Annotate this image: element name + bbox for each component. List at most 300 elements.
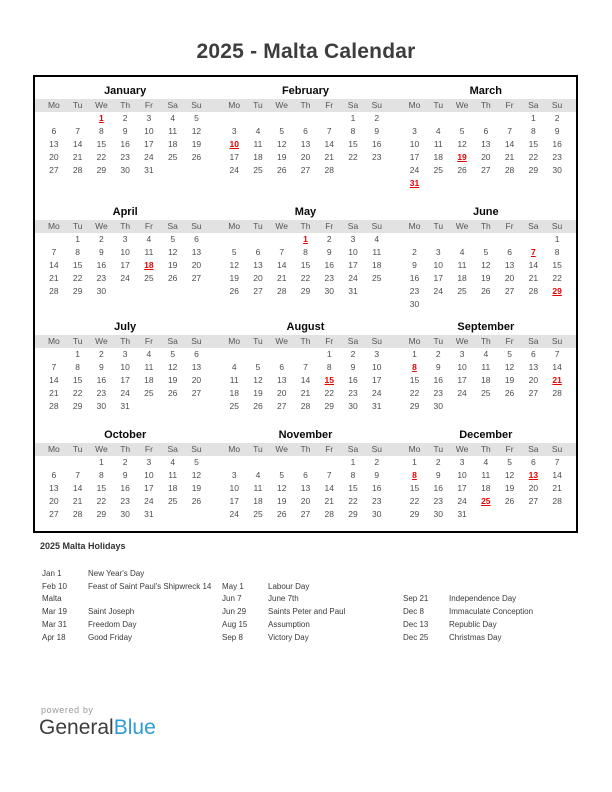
day-cell: 22 bbox=[409, 496, 420, 506]
day-cell: 17 bbox=[433, 273, 444, 283]
day-cell: 4 bbox=[170, 457, 176, 467]
day-cell: 25 bbox=[481, 388, 491, 398]
empty-day-cell bbox=[246, 456, 270, 469]
day-cell: 8 bbox=[530, 126, 536, 136]
empty-day-cell bbox=[66, 112, 90, 125]
day-cell: 19 bbox=[504, 483, 515, 493]
day-cell: 16 bbox=[324, 260, 334, 270]
day-cell: 11 bbox=[253, 139, 263, 149]
weekday-label: Fr bbox=[505, 336, 514, 346]
month-title: December bbox=[459, 429, 513, 441]
month-title: October bbox=[104, 429, 147, 441]
holiday-name: Christmas Day bbox=[449, 632, 502, 642]
day-cell: 16 bbox=[433, 375, 444, 385]
empty-day-cell bbox=[270, 233, 294, 246]
weekday-label: Mo bbox=[228, 221, 241, 231]
weekday-label: Fr bbox=[144, 444, 153, 454]
day-cell: 26 bbox=[253, 401, 263, 411]
weekday-label: Sa bbox=[528, 221, 539, 231]
day-cell: 28 bbox=[72, 165, 83, 175]
day-cell: 14 bbox=[49, 375, 59, 385]
day-cell: 11 bbox=[433, 139, 443, 149]
day-cell: 9 bbox=[99, 362, 104, 372]
day-cell: 30 bbox=[324, 286, 334, 296]
holiday-date: Dec 13 bbox=[403, 619, 429, 629]
day-cell: 14 bbox=[504, 139, 515, 149]
day-cell: 27 bbox=[504, 286, 515, 296]
day-cell: 17 bbox=[348, 260, 358, 270]
day-cell: 4 bbox=[146, 349, 152, 359]
day-cell: 19 bbox=[229, 273, 239, 283]
weekday-label: We bbox=[275, 100, 289, 110]
day-cell: 6 bbox=[483, 126, 489, 136]
day-cell: 29 bbox=[300, 286, 311, 296]
day-cell: 12 bbox=[253, 375, 263, 385]
holiday-date: Jun 7 bbox=[222, 594, 242, 604]
day-cell: 30 bbox=[120, 509, 130, 519]
page-title: 2025 - Malta Calendar bbox=[196, 40, 416, 63]
holiday-day-cell: 13 bbox=[528, 470, 539, 480]
day-cell: 2 bbox=[435, 457, 441, 467]
day-cell: 7 bbox=[554, 349, 560, 359]
day-cell: 9 bbox=[122, 126, 128, 136]
holiday-entry bbox=[42, 632, 222, 645]
day-cell: 21 bbox=[276, 273, 287, 283]
day-cell: 10 bbox=[144, 470, 154, 480]
day-cell: 26 bbox=[191, 152, 202, 162]
day-cell: 30 bbox=[120, 165, 130, 175]
day-cell: 21 bbox=[324, 496, 334, 506]
day-cell: 30 bbox=[433, 509, 444, 519]
day-cell: 28 bbox=[276, 286, 287, 296]
day-cell: 14 bbox=[276, 260, 287, 270]
weekday-header bbox=[215, 220, 395, 233]
weekday-label: Th bbox=[300, 336, 311, 346]
day-cell: 22 bbox=[348, 496, 358, 506]
day-cell: 3 bbox=[459, 457, 465, 467]
holiday-entry bbox=[42, 581, 222, 594]
day-cell: 11 bbox=[168, 470, 178, 480]
weekday-header bbox=[215, 335, 395, 348]
holiday-entry bbox=[42, 619, 222, 632]
day-cell: 15 bbox=[72, 375, 83, 385]
month-days-grid bbox=[222, 348, 388, 413]
day-cell: 7 bbox=[554, 457, 560, 467]
day-cell: 17 bbox=[144, 139, 154, 149]
day-cell: 23 bbox=[96, 273, 107, 283]
day-cell: 28 bbox=[72, 509, 83, 519]
empty-day-cell bbox=[270, 348, 294, 361]
weekday-label: Th bbox=[300, 221, 311, 231]
weekday-label: Tu bbox=[253, 221, 263, 231]
day-cell: 31 bbox=[457, 509, 467, 519]
weekday-label: Th bbox=[120, 444, 131, 454]
empty-day-cell bbox=[426, 112, 450, 125]
holiday-date: Jan 1 bbox=[42, 569, 62, 578]
month-title: September bbox=[457, 321, 515, 333]
weekday-header bbox=[396, 335, 576, 348]
empty-day-cell bbox=[222, 112, 246, 125]
month-title: June bbox=[472, 206, 499, 218]
day-cell: 30 bbox=[348, 401, 358, 411]
brand-general-text: General bbox=[39, 716, 114, 739]
day-cell: 6 bbox=[51, 470, 57, 480]
day-cell: 19 bbox=[276, 152, 287, 162]
weekday-label: Su bbox=[191, 221, 202, 231]
day-cell: 20 bbox=[300, 152, 311, 162]
day-cell: 21 bbox=[552, 483, 562, 493]
day-cell: 18 bbox=[253, 496, 263, 506]
day-cell: 9 bbox=[374, 126, 380, 136]
day-cell: 9 bbox=[99, 247, 104, 257]
weekday-label: We bbox=[455, 221, 469, 231]
day-cell: 5 bbox=[255, 362, 261, 372]
month-days-grid bbox=[42, 456, 208, 521]
day-cell: 6 bbox=[303, 470, 308, 480]
day-cell: 4 bbox=[435, 126, 441, 136]
weekday-label: Th bbox=[480, 100, 491, 110]
weekday-label: Tu bbox=[72, 221, 83, 231]
month-november bbox=[215, 427, 395, 521]
day-cell: 29 bbox=[528, 165, 539, 175]
day-cell: 5 bbox=[279, 126, 285, 136]
day-cell: 3 bbox=[122, 349, 128, 359]
day-cell: 7 bbox=[303, 362, 308, 372]
day-cell: 3 bbox=[459, 349, 465, 359]
day-cell: 21 bbox=[49, 388, 59, 398]
holiday-name: Feast of Saint Paul's Shipwreck 14 bbox=[88, 581, 212, 591]
day-cell: 22 bbox=[96, 152, 107, 162]
weekday-label: Tu bbox=[72, 100, 83, 110]
weekday-label: Th bbox=[120, 100, 131, 110]
weekday-label: Mo bbox=[228, 336, 241, 346]
day-cell: 14 bbox=[72, 139, 83, 149]
weekday-label: Th bbox=[480, 444, 491, 454]
day-cell: 5 bbox=[279, 470, 285, 480]
weekday-header bbox=[35, 335, 215, 348]
day-cell: 3 bbox=[146, 113, 152, 123]
day-cell: 17 bbox=[457, 375, 467, 385]
day-cell: 16 bbox=[120, 139, 130, 149]
day-cell: 12 bbox=[191, 470, 202, 480]
holiday-day-cell: 10 bbox=[229, 139, 239, 149]
empty-day-cell bbox=[222, 456, 246, 469]
day-cell: 7 bbox=[326, 126, 332, 136]
day-cell: 26 bbox=[504, 496, 515, 506]
day-cell: 14 bbox=[552, 470, 562, 480]
day-cell: 23 bbox=[120, 496, 130, 506]
weekday-label: Tu bbox=[433, 100, 444, 110]
day-cell: 9 bbox=[374, 470, 380, 480]
day-cell: 8 bbox=[350, 470, 356, 480]
day-cell: 1 bbox=[530, 113, 536, 123]
day-cell: 22 bbox=[552, 273, 562, 283]
day-cell: 13 bbox=[276, 375, 287, 385]
day-cell: 12 bbox=[276, 483, 287, 493]
month-title: May bbox=[294, 206, 317, 218]
day-cell: 23 bbox=[433, 496, 444, 506]
weekday-label: Tu bbox=[253, 444, 263, 454]
weekday-label: Tu bbox=[253, 100, 263, 110]
holiday-day-cell: 1 bbox=[99, 113, 104, 123]
day-cell: 26 bbox=[276, 509, 287, 519]
day-cell: 6 bbox=[530, 457, 536, 467]
day-cell: 7 bbox=[75, 126, 80, 136]
day-cell: 13 bbox=[49, 483, 59, 493]
day-cell: 13 bbox=[253, 260, 263, 270]
weekday-label: Th bbox=[480, 221, 491, 231]
weekday-label: Tu bbox=[433, 221, 444, 231]
day-cell: 12 bbox=[504, 470, 515, 480]
day-cell: 13 bbox=[49, 139, 59, 149]
day-cell: 17 bbox=[457, 483, 467, 493]
day-cell: 12 bbox=[276, 139, 287, 149]
day-cell: 31 bbox=[372, 401, 382, 411]
day-cell: 16 bbox=[552, 139, 562, 149]
day-cell: 3 bbox=[374, 349, 380, 359]
month-may bbox=[215, 204, 395, 311]
day-cell: 14 bbox=[324, 139, 334, 149]
weekday-label: Mo bbox=[408, 221, 421, 231]
holiday-name: Labour Day bbox=[268, 581, 310, 591]
day-cell: 2 bbox=[554, 113, 560, 123]
day-cell: 31 bbox=[120, 401, 130, 411]
day-cell: 9 bbox=[412, 260, 417, 270]
day-cell: 10 bbox=[372, 362, 382, 372]
holiday-name bbox=[88, 593, 222, 606]
day-cell: 24 bbox=[433, 286, 444, 296]
day-cell: 25 bbox=[253, 165, 263, 175]
day-cell: 5 bbox=[483, 247, 489, 257]
day-cell: 1 bbox=[350, 457, 356, 467]
day-cell: 18 bbox=[229, 388, 239, 398]
day-cell: 4 bbox=[459, 247, 465, 257]
day-cell: 24 bbox=[144, 496, 154, 506]
powered-by-text: powered by bbox=[41, 705, 94, 715]
weekday-label: Su bbox=[191, 100, 202, 110]
weekday-label: Fr bbox=[144, 221, 153, 231]
day-cell: 2 bbox=[350, 349, 356, 359]
holiday-entry bbox=[403, 632, 594, 645]
day-cell: 24 bbox=[144, 152, 154, 162]
month-april bbox=[35, 204, 215, 311]
day-cell: 30 bbox=[433, 401, 444, 411]
day-cell: 19 bbox=[253, 388, 263, 398]
day-cell: 9 bbox=[326, 247, 332, 257]
day-cell: 27 bbox=[300, 165, 311, 175]
day-cell: 29 bbox=[96, 165, 107, 175]
day-cell: 13 bbox=[481, 139, 491, 149]
day-cell: 22 bbox=[409, 388, 420, 398]
day-cell: 26 bbox=[167, 273, 178, 283]
day-cell: 13 bbox=[300, 483, 311, 493]
day-cell: 21 bbox=[49, 273, 59, 283]
holiday-date: Sep 8 bbox=[222, 632, 243, 642]
weekday-label: We bbox=[275, 444, 289, 454]
weekday-header bbox=[396, 220, 576, 233]
empty-day-cell bbox=[474, 233, 498, 246]
day-cell: 29 bbox=[72, 401, 83, 411]
empty-day-cell bbox=[317, 456, 341, 469]
day-cell: 19 bbox=[481, 273, 491, 283]
month-september bbox=[396, 319, 576, 413]
weekday-label: Fr bbox=[325, 336, 334, 346]
day-cell: 14 bbox=[300, 375, 311, 385]
weekday-label: Tu bbox=[72, 444, 83, 454]
day-cell: 10 bbox=[144, 126, 154, 136]
holiday-name: New Year's Day bbox=[88, 569, 145, 578]
weekday-label: Sa bbox=[167, 444, 178, 454]
day-cell: 11 bbox=[253, 483, 263, 493]
day-cell: 21 bbox=[72, 152, 83, 162]
day-cell: 5 bbox=[170, 234, 176, 244]
holiday-day-cell: 8 bbox=[412, 362, 417, 372]
weekday-label: Su bbox=[551, 444, 563, 454]
month-days-grid bbox=[42, 348, 208, 413]
holiday-day-cell: 18 bbox=[144, 260, 154, 270]
day-cell: 18 bbox=[481, 483, 491, 493]
day-cell: 29 bbox=[409, 509, 420, 519]
brand-logo bbox=[39, 716, 156, 740]
day-cell: 19 bbox=[276, 496, 287, 506]
day-cell: 26 bbox=[229, 286, 239, 296]
day-cell: 17 bbox=[229, 152, 239, 162]
month-february bbox=[215, 83, 395, 190]
day-cell: 13 bbox=[300, 139, 311, 149]
weekday-label: Mo bbox=[47, 336, 60, 346]
weekday-label: Fr bbox=[505, 221, 514, 231]
day-cell: 8 bbox=[99, 470, 104, 480]
day-cell: 16 bbox=[433, 483, 444, 493]
day-cell: 27 bbox=[276, 401, 287, 411]
weekday-label: Su bbox=[371, 221, 382, 231]
empty-day-cell bbox=[317, 112, 341, 125]
day-cell: 17 bbox=[229, 496, 239, 506]
day-cell: 25 bbox=[457, 286, 467, 296]
day-cell: 15 bbox=[348, 139, 358, 149]
day-cell: 14 bbox=[49, 260, 59, 270]
empty-day-cell bbox=[294, 456, 318, 469]
day-cell: 14 bbox=[72, 483, 83, 493]
weekday-label: Mo bbox=[47, 444, 60, 454]
day-cell: 5 bbox=[231, 247, 237, 257]
day-cell: 20 bbox=[49, 496, 59, 506]
day-cell: 5 bbox=[194, 457, 199, 467]
weekday-header bbox=[215, 99, 395, 112]
weekday-label: Fr bbox=[144, 336, 153, 346]
day-cell: 8 bbox=[75, 362, 80, 372]
empty-day-cell bbox=[270, 456, 294, 469]
day-cell: 14 bbox=[324, 483, 334, 493]
day-cell: 20 bbox=[528, 483, 539, 493]
holiday-name: Victory Day bbox=[268, 632, 309, 642]
month-october bbox=[35, 427, 215, 521]
day-cell: 6 bbox=[530, 349, 536, 359]
day-cell: 28 bbox=[300, 401, 311, 411]
day-cell: 1 bbox=[412, 457, 417, 467]
holiday-entry bbox=[42, 606, 222, 619]
weekday-label: Fr bbox=[505, 100, 514, 110]
day-cell: 29 bbox=[72, 286, 83, 296]
weekday-label: Mo bbox=[408, 336, 421, 346]
day-cell: 13 bbox=[528, 362, 539, 372]
weekday-label: Fr bbox=[144, 100, 153, 110]
day-cell: 24 bbox=[120, 273, 130, 283]
calendar-quarter-row bbox=[35, 190, 576, 311]
day-cell: 15 bbox=[300, 260, 311, 270]
day-cell: 2 bbox=[412, 247, 417, 257]
weekday-label: Mo bbox=[228, 444, 241, 454]
day-cell: 28 bbox=[49, 401, 59, 411]
day-cell: 10 bbox=[120, 362, 130, 372]
holiday-entry bbox=[222, 593, 403, 606]
empty-day-cell bbox=[403, 112, 427, 125]
day-cell: 24 bbox=[457, 496, 467, 506]
weekday-label: Su bbox=[191, 336, 202, 346]
day-cell: 1 bbox=[75, 349, 80, 359]
weekday-label: Su bbox=[371, 100, 382, 110]
month-march bbox=[396, 83, 576, 190]
day-cell: 16 bbox=[409, 273, 420, 283]
day-cell: 2 bbox=[374, 113, 380, 123]
day-cell: 28 bbox=[324, 165, 334, 175]
day-cell: 30 bbox=[409, 299, 420, 309]
day-cell: 18 bbox=[167, 139, 178, 149]
day-cell: 10 bbox=[457, 470, 467, 480]
month-days-grid bbox=[222, 456, 388, 521]
day-cell: 11 bbox=[168, 126, 178, 136]
day-cell: 4 bbox=[170, 113, 176, 123]
weekday-label: We bbox=[95, 221, 108, 231]
holidays-heading: 2025 Malta Holidays bbox=[40, 541, 126, 551]
day-cell: 25 bbox=[167, 496, 178, 506]
day-cell: 20 bbox=[191, 375, 202, 385]
day-cell: 10 bbox=[457, 362, 467, 372]
month-title: February bbox=[281, 85, 330, 97]
day-cell: 17 bbox=[120, 375, 130, 385]
day-cell: 19 bbox=[191, 139, 202, 149]
day-cell: 26 bbox=[481, 286, 491, 296]
holiday-name: Immaculate Conception bbox=[449, 607, 534, 617]
day-cell: 2 bbox=[122, 457, 128, 467]
day-cell: 15 bbox=[96, 139, 107, 149]
day-cell: 12 bbox=[191, 126, 202, 136]
day-cell: 18 bbox=[457, 273, 467, 283]
day-cell: 11 bbox=[229, 375, 239, 385]
month-december bbox=[396, 427, 576, 521]
weekday-label: Fr bbox=[505, 444, 514, 454]
empty-day-cell bbox=[521, 233, 545, 246]
day-cell: 25 bbox=[372, 273, 382, 283]
weekday-label: We bbox=[95, 444, 108, 454]
holiday-date: Sep 21 bbox=[403, 594, 429, 604]
day-cell: 31 bbox=[144, 165, 154, 175]
weekday-label: Sa bbox=[528, 100, 539, 110]
weekday-header bbox=[396, 443, 576, 456]
day-cell: 18 bbox=[481, 375, 491, 385]
day-cell: 17 bbox=[372, 375, 382, 385]
day-cell: 26 bbox=[457, 165, 467, 175]
day-cell: 21 bbox=[300, 388, 311, 398]
day-cell: 15 bbox=[409, 483, 420, 493]
holiday-name: Good Friday bbox=[88, 632, 133, 642]
empty-day-cell bbox=[294, 348, 318, 361]
calendar-quarter-row bbox=[35, 77, 576, 190]
day-cell: 18 bbox=[433, 152, 444, 162]
holiday-name: June 7th bbox=[268, 594, 299, 604]
day-cell: 25 bbox=[167, 152, 178, 162]
day-cell: 5 bbox=[507, 349, 512, 359]
